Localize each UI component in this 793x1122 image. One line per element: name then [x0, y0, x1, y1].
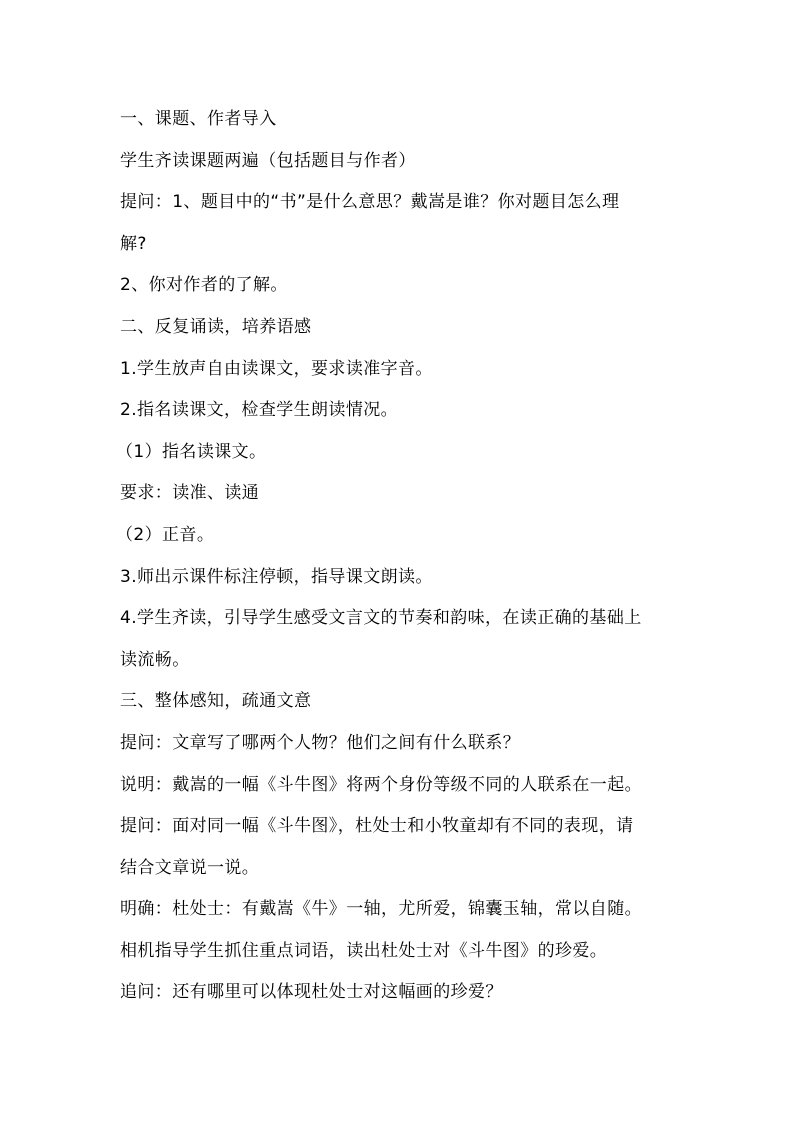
section-heading-2: 二、反复诵读，培养语感 — [120, 316, 312, 337]
document-body — [116, 99, 680, 1014]
paragraph-line: （1）指名读课文。 — [116, 441, 267, 462]
paragraph-line: 明确：杜处士：有戴嵩《牛》一轴，尤所爱，锦囊玉轴，常以自随。 — [120, 899, 642, 920]
section-heading-3: 三、整体感知，疏通文意 — [120, 691, 312, 712]
paragraph-line: 1.学生放声自由读课文，要求读准字音。 — [120, 358, 433, 379]
paragraph-line: 提问：文章写了哪两个人物？他们之间有什么联系？ — [120, 732, 521, 753]
paragraph-line: 提问：面对同一幅《斗牛图》，杜处士和小牧童却有不同的表现，请 — [120, 816, 634, 837]
paragraph-line: （2）正音。 — [116, 524, 215, 545]
paragraph-line: 2、你对作者的了解。 — [120, 275, 288, 296]
paragraph-line: 2.指名读课文，检查学生朗读情况。 — [120, 400, 399, 421]
paragraph-line: 相机指导学生抓住重点词语，读出杜处士对《斗牛图》的珍爱。 — [120, 940, 608, 961]
paragraph-line: 提问：1、题目中的“书”是什么意思？戴嵩是谁？你对题目怎么理 — [120, 192, 620, 213]
paragraph-line: 解? — [120, 233, 147, 254]
paragraph-line: 要求：读准、读通 — [120, 483, 260, 504]
paragraph-line: 结合文章说一说。 — [120, 857, 260, 878]
section-heading-1: 一、课题、作者导入 — [120, 109, 277, 129]
paragraph-line: 追问：还有哪里可以体现杜处士对这幅画的珍爱？ — [120, 982, 503, 1003]
paragraph-line: 4.学生齐读，引导学生感受文言文的节奏和韵味，在读正确的基础上 — [120, 608, 642, 629]
paragraph-line: 读流畅。 — [120, 649, 190, 670]
paragraph-line: 说明：戴嵩的一幅《斗牛图》将两个身份等级不同的人联系在一起。 — [120, 774, 642, 795]
paragraph-line: 3.师出示课件标注停顿，指导课文朗读。 — [120, 566, 433, 587]
paragraph-line: 学生齐读课题两遍（包括题目与作者） — [120, 150, 416, 171]
